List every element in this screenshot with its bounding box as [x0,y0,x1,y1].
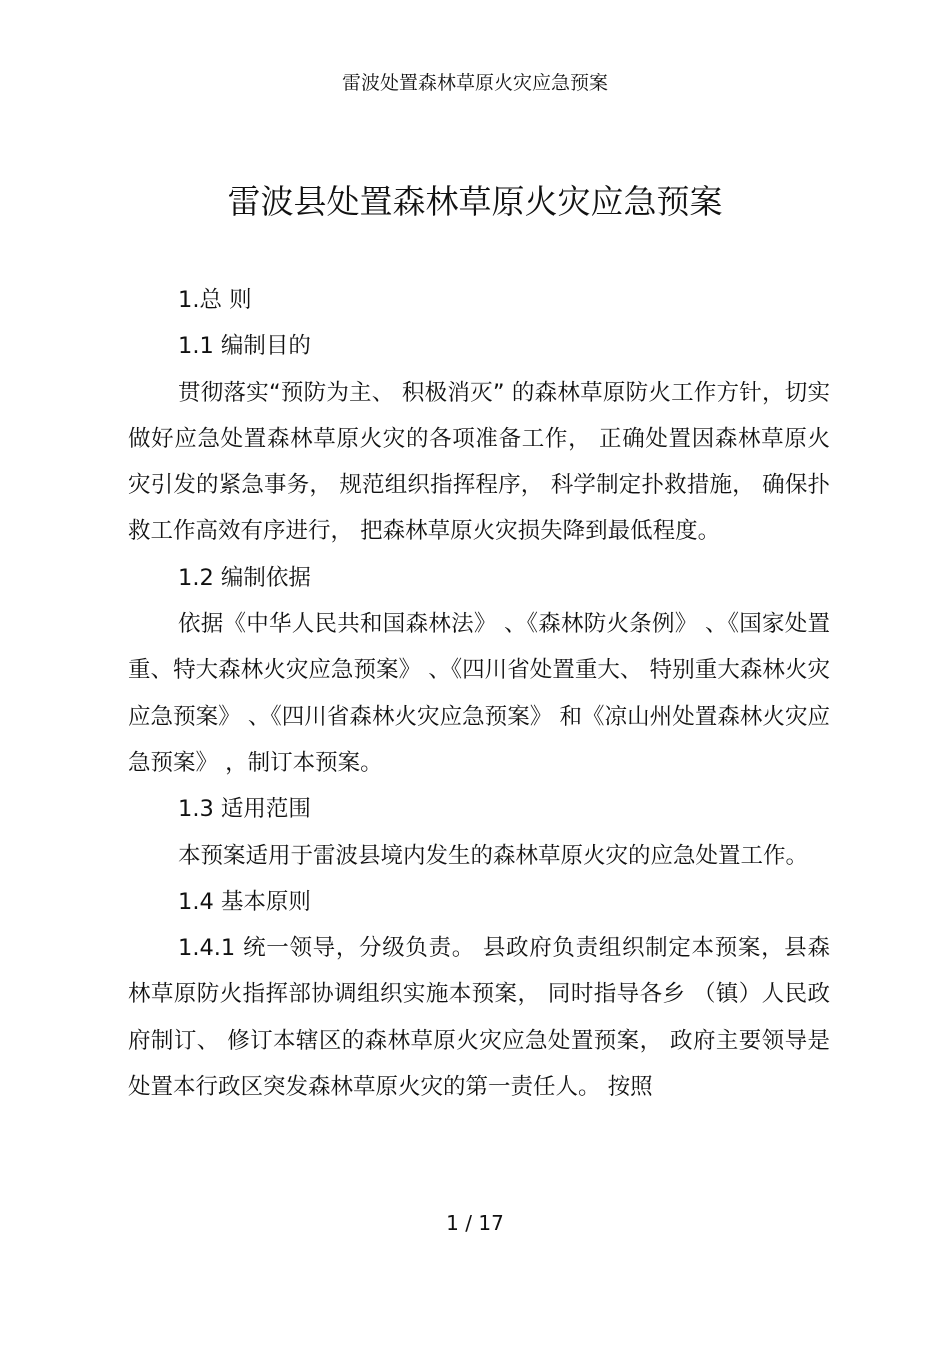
document-body [128,277,830,1110]
running-header: 雷波处置森林草原火灾应急预案 [341,72,608,94]
section-heading-1-2: 1.2 编制依据 [178,564,311,591]
paragraph-purpose: 贯彻落实“预防为主、 积极消灭” 的森林草原防火工作方针，切实做好应急处置森林草原火灾的各项准备工作， 正确处置因森林草原火灾引发的紧急事务， 规范组织指挥程序， 科学制定扑救措施， 确保扑救工作高效有序进行， 把森林草原火灾损失降到最低程度。 [128,379,830,545]
section-heading-1-3: 1.3 适用范围 [178,796,311,823]
paragraph-scope: 本预案适用于雷波县境内发生的森林草原火灾的应急处置工作。 [178,842,809,869]
document-title: 雷波县处置森林草原火灾应急预案 [227,182,723,221]
page-number: 1 / 17 [446,1211,504,1235]
section-heading-1-4: 1.4 基本原则 [178,888,311,915]
section-heading-1: 1.总 则 [178,287,252,313]
paragraph-principle-1: 1.4.1 统一领导，分级负责。 县政府负责组织制定本预案，县森林草原防火指挥部协调组织实施本预案， 同时指导各乡 （镇）人民政府制订、 修订本辖区的森林草原火灾应急处置预案， 政府主要领导是处置本行政区突发森林草原火灾的第一责任人。 按照 [128,935,830,1101]
paragraph-basis: 依据《中华人民共和国森林法》 、《森林防火条例》 、《国家处置重、特大森林火灾应急预案》 、《四川省处置重大、 特别重大森林火灾应急预案》 、《四川省森林火灾应急预案》 和《凉山州处置森林火灾应急预案》 ，制订本预案。 [128,611,830,776]
section-heading-1-1: 1.1 编制目的 [178,333,311,360]
